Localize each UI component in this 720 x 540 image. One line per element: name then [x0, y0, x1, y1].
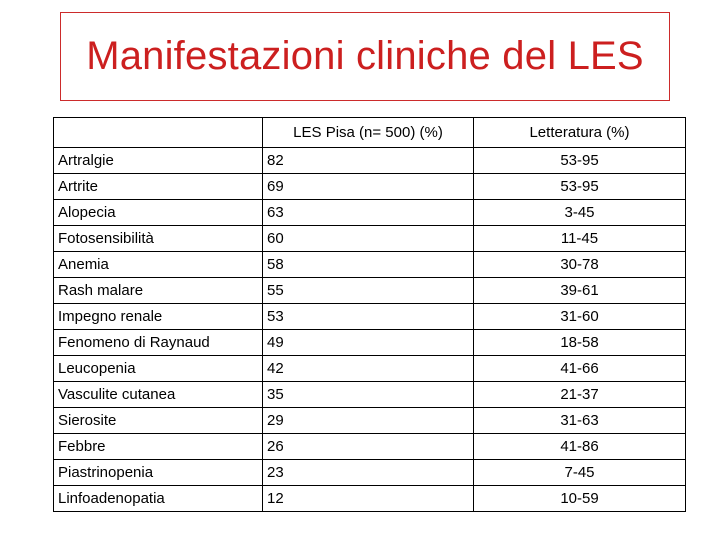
row-pisa-value: 55 — [263, 278, 474, 304]
header-les-pisa: LES Pisa (n= 500) (%) — [263, 118, 474, 148]
table-row — [54, 200, 686, 226]
row-letteratura-value: 11-45 — [474, 226, 686, 252]
table-row — [54, 382, 686, 408]
row-label: Alopecia — [54, 200, 263, 226]
row-pisa-value: 26 — [263, 434, 474, 460]
row-letteratura-value: 21-37 — [474, 382, 686, 408]
header-letteratura: Letteratura (%) — [474, 118, 686, 148]
row-letteratura-value: 3-45 — [474, 200, 686, 226]
row-letteratura-value: 18-58 — [474, 330, 686, 356]
row-pisa-value: 23 — [263, 460, 474, 486]
row-pisa-value: 58 — [263, 252, 474, 278]
row-pisa-value: 12 — [263, 486, 474, 512]
title-box — [60, 12, 670, 101]
row-label: Piastrinopenia — [54, 460, 263, 486]
row-label: Febbre — [54, 434, 263, 460]
row-pisa-value: 69 — [263, 174, 474, 200]
row-letteratura-value: 30-78 — [474, 252, 686, 278]
row-pisa-value: 63 — [263, 200, 474, 226]
row-label: Impegno renale — [54, 304, 263, 330]
row-pisa-value: 35 — [263, 382, 474, 408]
table-row — [54, 356, 686, 382]
row-label: Fenomeno di Raynaud — [54, 330, 263, 356]
table-row — [54, 460, 686, 486]
row-pisa-value: 60 — [263, 226, 474, 252]
table-row — [54, 226, 686, 252]
header-empty — [54, 118, 263, 148]
table-row — [54, 148, 686, 174]
row-label: Leucopenia — [54, 356, 263, 382]
row-label: Artrite — [54, 174, 263, 200]
row-label: Anemia — [54, 252, 263, 278]
row-label: Vasculite cutanea — [54, 382, 263, 408]
row-label: Rash malare — [54, 278, 263, 304]
row-letteratura-value: 39-61 — [474, 278, 686, 304]
table-header-row — [54, 118, 686, 148]
row-letteratura-value: 41-66 — [474, 356, 686, 382]
row-pisa-value: 53 — [263, 304, 474, 330]
row-letteratura-value: 31-60 — [474, 304, 686, 330]
row-letteratura-value: 53-95 — [474, 174, 686, 200]
table-row — [54, 486, 686, 512]
row-letteratura-value: 41-86 — [474, 434, 686, 460]
row-label: Artralgie — [54, 148, 263, 174]
row-label: Linfoadenopatia — [54, 486, 263, 512]
row-letteratura-value: 31-63 — [474, 408, 686, 434]
row-label: Fotosensibilità — [54, 226, 263, 252]
row-letteratura-value: 53-95 — [474, 148, 686, 174]
row-label: Sierosite — [54, 408, 263, 434]
row-pisa-value: 29 — [263, 408, 474, 434]
row-pisa-value: 42 — [263, 356, 474, 382]
row-letteratura-value: 10-59 — [474, 486, 686, 512]
table-row — [54, 174, 686, 200]
table-row — [54, 252, 686, 278]
table-row — [54, 278, 686, 304]
row-pisa-value: 82 — [263, 148, 474, 174]
table-row — [54, 330, 686, 356]
table-row — [54, 408, 686, 434]
clinical-manifestations-table — [53, 117, 686, 512]
row-pisa-value: 49 — [263, 330, 474, 356]
row-letteratura-value: 7-45 — [474, 460, 686, 486]
table-row — [54, 434, 686, 460]
table-row — [54, 304, 686, 330]
slide-title: Manifestazioni cliniche del LES — [86, 34, 644, 78]
